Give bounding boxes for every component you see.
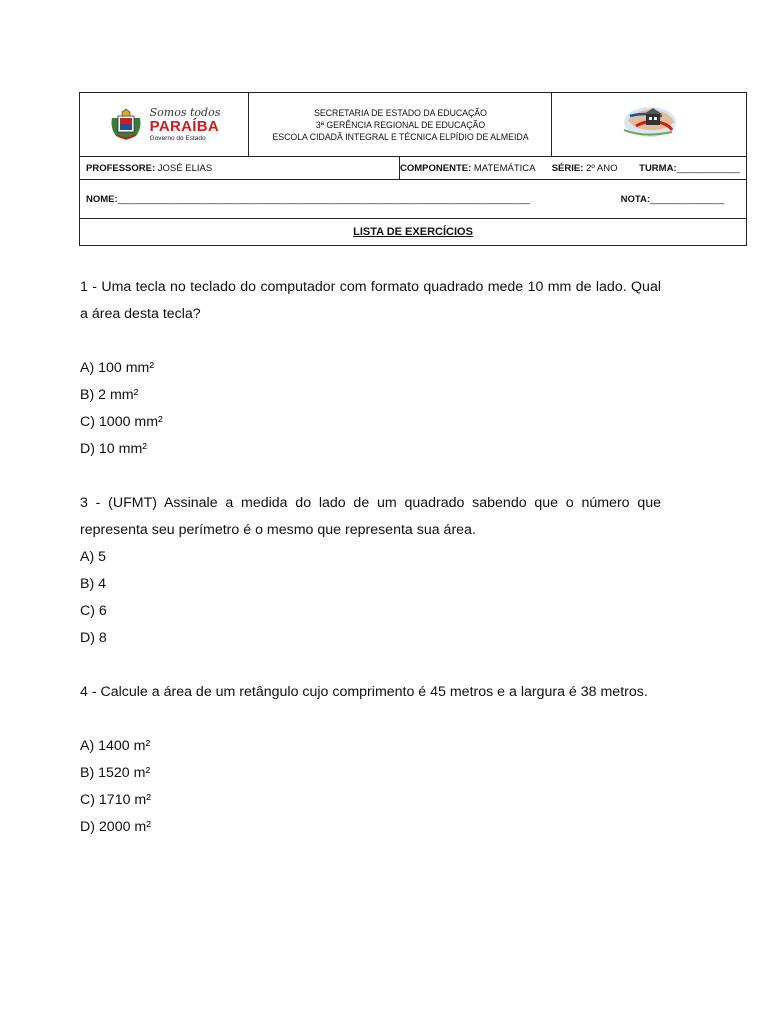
question-3-option-b[interactable]: B) 4 xyxy=(80,576,107,592)
nota-label: NOTA: xyxy=(620,193,651,205)
nome-field[interactable]: ______________________________________________________________________________ xyxy=(117,193,530,205)
turma-field[interactable]: ____________ xyxy=(676,162,741,174)
component-cell xyxy=(400,157,747,180)
regional-line: 3ª GERÊNCIA REGIONAL DE EDUCAÇÃO xyxy=(315,119,485,130)
question-1-text: 1 - Uma tecla no teclado do computador com formato quadrado mede 10 mm de lado. Qual a área desta tecla? xyxy=(80,279,661,322)
question-3-option-a[interactable]: A) 5 xyxy=(80,549,107,565)
header-table xyxy=(79,92,747,246)
school-logo-cell xyxy=(552,93,747,157)
exercise-list-title-cell xyxy=(80,219,747,246)
questions-container xyxy=(80,274,661,841)
componente-label: COMPONENTE: xyxy=(400,162,472,174)
serie-value: 2º ANO xyxy=(586,162,618,174)
institution-cell xyxy=(256,93,544,157)
professor-value: JOSÉ ELIAS xyxy=(157,162,213,174)
question-4-option-b[interactable]: B) 1520 m² xyxy=(80,765,151,781)
turma-label: TURMA: xyxy=(639,162,677,174)
secretariat-line: SECRETARIA DE ESTADO DA EDUCAÇÃO xyxy=(313,107,487,118)
nota-field[interactable]: ______________ xyxy=(650,193,725,205)
gov-slogan: Somos todos xyxy=(149,105,221,119)
serie-label: SÉRIE: xyxy=(551,162,584,174)
question-1-option-a[interactable]: A) 100 mm² xyxy=(80,360,155,376)
question-4 xyxy=(80,679,661,841)
exercise-list-title: LISTA DE EXERCÍCIOS xyxy=(353,226,473,238)
question-3-option-c[interactable]: C) 6 xyxy=(80,603,107,619)
question-1 xyxy=(80,274,661,463)
school-logo-icon xyxy=(614,100,684,144)
question-4-option-c[interactable]: C) 1710 m² xyxy=(80,792,151,808)
question-1-option-d[interactable]: D) 10 mm² xyxy=(80,441,147,457)
question-4-option-a[interactable]: A) 1400 m² xyxy=(80,738,151,754)
professor-label: PROFESSORE: xyxy=(86,162,156,174)
question-3-text: 3 - (UFMT) Assinale a medida do lado de um quadrado sabendo que o número que representa seu perímetro é o mesmo que representa sua área. xyxy=(80,495,661,538)
gov-subtitle: Governo do Estado xyxy=(149,134,206,142)
question-4-option-d[interactable]: D) 2000 m² xyxy=(80,819,151,835)
nome-label: NOME: xyxy=(86,193,118,205)
gov-state-name: PARAÍBA xyxy=(149,117,219,135)
question-1-option-c[interactable]: C) 1000 mm² xyxy=(80,414,163,430)
question-4-text: 4 - Calcule a área de um retângulo cujo comprimento é 45 metros e a largura é 38 metros. xyxy=(80,684,648,700)
professor-cell xyxy=(80,157,400,180)
componente-value: MATEMÁTICA xyxy=(473,162,536,174)
question-3-option-d[interactable]: D) 8 xyxy=(80,630,107,646)
government-logo-cell xyxy=(80,93,249,157)
state-coat-of-arms-icon xyxy=(108,108,144,142)
school-line: ESCOLA CIDADÃ INTEGRAL E TÉCNICA ELPÍDIO DE ALMEIDA xyxy=(271,131,529,142)
question-1-option-b[interactable]: B) 2 mm² xyxy=(80,387,139,403)
question-3 xyxy=(80,490,661,652)
name-grade-cell xyxy=(80,180,747,219)
